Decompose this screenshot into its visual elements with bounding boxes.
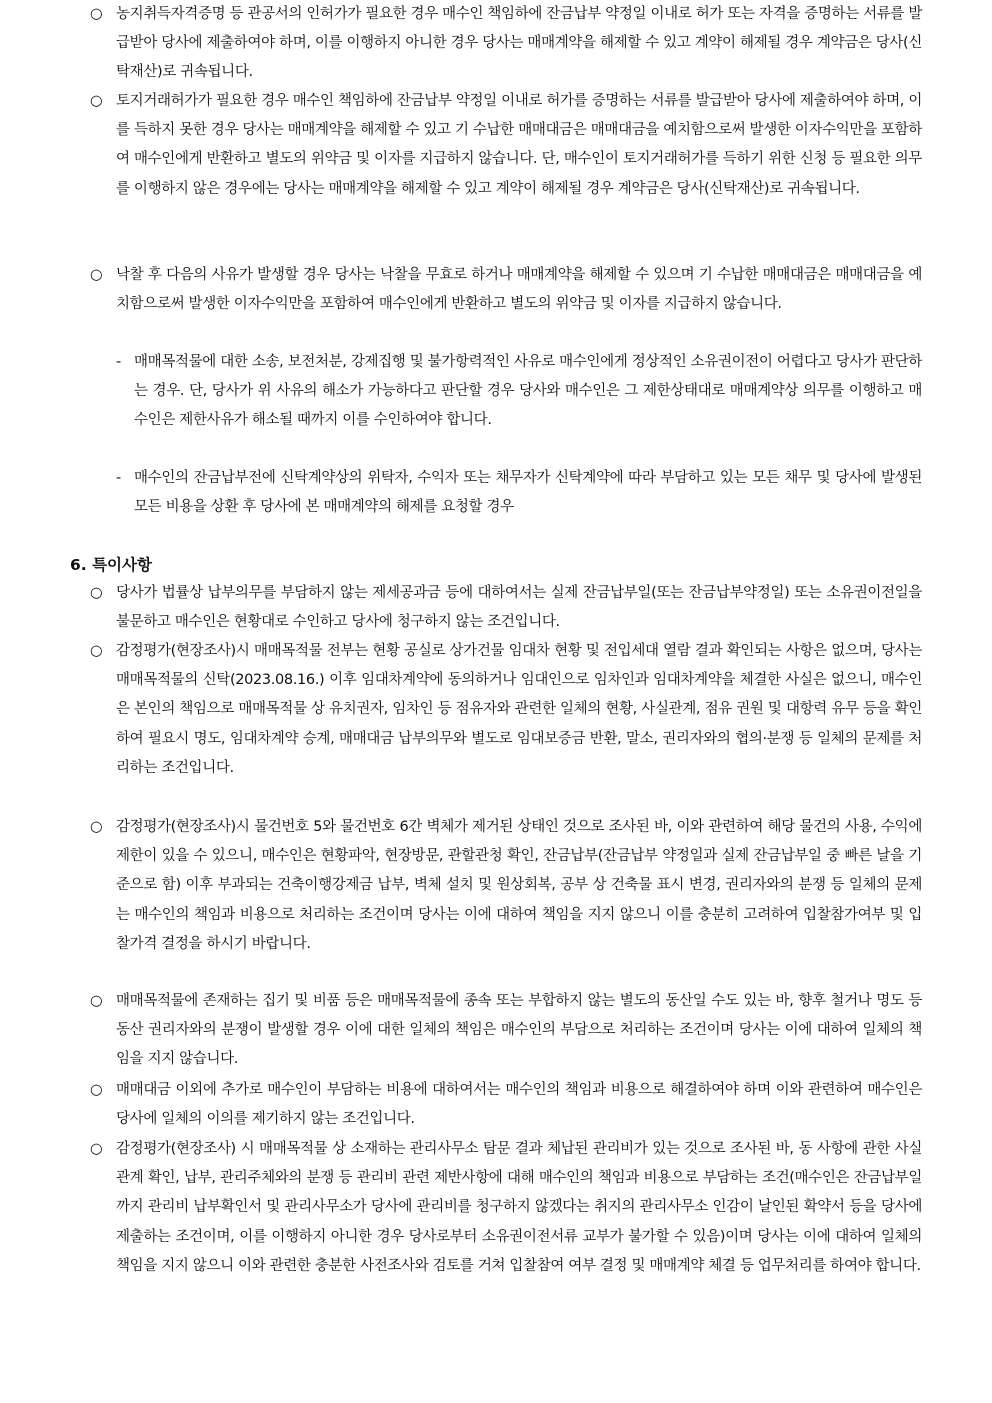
sub-clause-debt-repayment xyxy=(116,464,922,522)
clause-text: 농지취득자격증명 등 관공서의 인허가가 필요한 경우 매수인 책임하에 잔금납부 약정일 이내로 허가 또는 자격을 증명하는 서류를 발급받아 당사에 제출하여야 하며, 이를 이행하지 아니한 경우 당사는 매매계약을 해제할 수 있고 계약이 해제될 경우 계약금은 당사(신탁재산)로 귀속됩니다. xyxy=(116,6,922,81)
clause-text: 매매목적물에 존재하는 집기 및 비품 등은 매매목적물에 종속 또는 부합하지 않는 별도의 동산일 수도 있는 바, 향후 철거나 명도 등 동산 권리자와의 분쟁이 발생할 경우 이에 대한 일체의 책임은 매수인의 부담으로 처리하는 조건이며 당사는 이에 대하여 일체의 책임을 지지 않습니다. xyxy=(116,993,922,1068)
sub-clause-text: 매수인의 잔금납부전에 신탁계약상의 위탁자, 수익자 또는 채무자가 신탁계약에 따라 부담하고 있는 모든 채무 및 당사에 발생된 모든 비용을 상환 후 당사에 본 매매계약의 해제를 요청할 경우 xyxy=(134,470,922,516)
clause-text: 당사가 법률상 납부의무를 부담하지 않는 제세공과금 등에 대하여서는 실제 잔금납부일(또는 잔금납부약정일) 또는 소유권이전일을 불문하고 매수인은 현황대로 수인하고 당사에 청구하지 않는 조건입니다. xyxy=(116,585,922,631)
bullet-icon: ○ xyxy=(90,1082,103,1098)
clause-land-transaction-permit xyxy=(90,87,922,204)
clause-management-fees xyxy=(90,1135,922,1281)
clause-additional-costs xyxy=(90,1076,922,1134)
bullet-icon: ○ xyxy=(90,585,103,601)
bullet-icon: ○ xyxy=(90,267,103,283)
dash-icon: - xyxy=(116,470,122,486)
clause-farmland-permit xyxy=(90,0,922,88)
clause-text: 토지거래허가가 필요한 경우 매수인 책임하에 잔금납부 약정일 이내로 허가를 증명하는 서류를 발급받아 당사에 제출하여야 하며, 이를 득하지 못한 경우 당사는 매매계약을 해제할 수 있고 기 수납한 매매대금은 매매대금을 예치함으로써 발생한 이자수익만을 포함하여 매수인에게 반환하고 별도의 위약금 및 이자를 지급하지 않습니다. 단, 매수인이 토지거래허가를 득하기 위한 신청 등 필요한 의무를 이행하지 않은 경우에는 당사는 매매계약을 해제할 수 있고 계약이 해제될 경우 계약금은 당사(신탁재산)로 귀속됩니다. xyxy=(116,93,922,197)
bullet-icon: ○ xyxy=(90,819,103,835)
clause-occupancy-status xyxy=(90,637,922,783)
clause-text: 낙찰 후 다음의 사유가 발생할 경우 당사는 낙찰을 무효로 하거나 매매계약을 해제할 수 있으며 기 수납한 매매대금은 매매대금을 예치함으로써 발생한 이자수익만을 포함하여 매수인에게 반환하고 별도의 위약금 및 이자를 지급하지 않습니다. xyxy=(116,267,922,313)
clause-text: 감정평가(현장조사)시 물건번호 5와 물건번호 6간 벽체가 제거된 상태인 것으로 조사된 바, 이와 관련하여 해당 물건의 사용, 수익에 제한이 있을 수 있으니, 매수인은 현황파악, 현장방문, 관할관청 확인, 잔금납부(잔금납부 약정일과 실제 잔금납부일 중 빠른 날을 기준으로 함) 이후 부과되는 건축이행강제금 납부, 벽체 설치 및 원상회복, 공부 상 건축물 표시 변경, 권리자와의 분쟁 등 일체의 문제는 매수인의 책임과 비용으로 처리하는 조건이며 당사는 이에 대하여 책임을 지지 않으니 이를 충분히 고려하여 입찰참가여부 및 입찰가격 결정을 하시기 바랍니다. xyxy=(116,819,922,952)
bullet-icon: ○ xyxy=(90,1141,103,1157)
clause-bid-invalidation xyxy=(90,261,922,319)
sub-clause-litigation xyxy=(116,348,922,436)
clause-text: 감정평가(현장조사) 시 매매목적물 상 소재하는 관리사무소 탐문 결과 체납된 관리비가 있는 것으로 조사된 바, 동 사항에 관한 사실관계 확인, 납부, 관리주체와의 분쟁 등 관리비 관련 제반사항에 대해 매수인의 책임과 비용으로 부담하는 조건(매수인은 잔금납부일까지 관리비 납부확인서 및 관리사무소가 당사에 관리비를 청구하지 않겠다는 취지의 관리사무소 인감이 날인된 확약서 등을 당사에 제출하는 조건이며, 이를 이행하지 아니한 경우 당사로부터 소유권이전서류 교부가 불가할 수 있음)이며 당사는 이에 대하여 일체의 책임을 지지 않으니 이와 관련한 충분한 사전조사와 검토를 거쳐 입찰참여 여부 결정 및 매매계약 체결 등 업무처리를 하여야 합니다. xyxy=(116,1141,922,1274)
clause-text: 감정평가(현장조사)시 매매목적물 전부는 현황 공실로 상가건물 임대차 현황 및 전입세대 열람 결과 확인되는 사항은 없으며, 당사는 매매목적물의 신탁(2023.08.16.) 이후 임대차계약에 동의하거나 임대인으로 임차인과 임대차계약을 체결한 사실은 없으니, 매수인은 본인의 책임으로 매매목적물 상 유치권자, 임차인 등 점유자와 관련한 일체의 현황, 사실관계, 점유 권원 및 대항력 유무 등을 확인하여 필요시 명도, 임대차계약 승계, 매매대금 납부의무와 별도로 임대보증금 반환, 말소, 권리자와의 협의·분쟁 등 일체의 문제를 처리하는 조건입니다. xyxy=(116,643,922,776)
dash-icon: - xyxy=(116,354,122,370)
bullet-icon: ○ xyxy=(90,6,103,22)
bullet-icon: ○ xyxy=(90,643,103,659)
sub-clause-text: 매매목적물에 대한 소송, 보전처분, 강제집행 및 불가항력적인 사유로 매수인에게 정상적인 소유권이전이 어렵다고 당사가 판단하는 경우. 단, 당사가 위 사유의 해소가 가능하다고 판단할 경우 당사와 매수인은 그 제한상태대로 매매계약상 의무를 이행하고 매수인은 제한사유가 해소될 때까지 이를 수인하여야 합니다. xyxy=(134,354,922,429)
clause-fixtures xyxy=(90,987,922,1075)
bullet-icon: ○ xyxy=(90,993,103,1009)
clause-text: 매매대금 이외에 추가로 매수인이 부담하는 비용에 대하여서는 매수인의 책임과 비용으로 해결하여야 하며 이와 관련하여 매수인은 당사에 일체의 이의를 제기하지 않는 조건입니다. xyxy=(116,1082,922,1128)
clause-taxes xyxy=(90,579,922,637)
section-heading: 6. 특이사항 xyxy=(70,556,152,574)
bullet-icon: ○ xyxy=(90,93,103,109)
clause-wall-removal xyxy=(90,813,922,959)
